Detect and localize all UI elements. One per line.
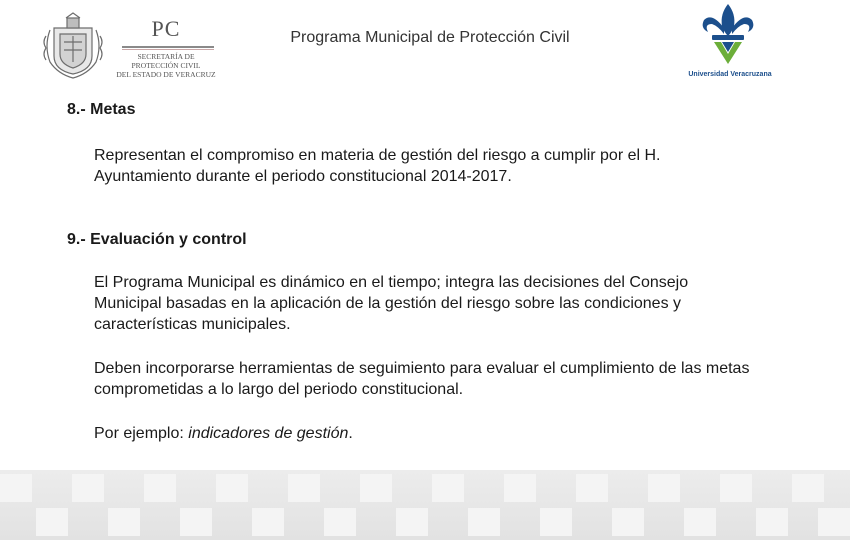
pc-mark: PC — [151, 16, 181, 41]
example-prefix: Por ejemplo: — [94, 425, 189, 442]
footer-tile — [576, 474, 608, 502]
example-emphasis: indicadores de gestión — [188, 425, 349, 442]
logo-universidad-veracruzana — [680, 2, 780, 82]
footer-tile — [396, 508, 428, 536]
footer-tile — [288, 474, 320, 502]
pc-subtitle-line: SECRETARÍA DE — [137, 52, 195, 61]
footer-tile — [324, 508, 356, 536]
footer-tile — [684, 508, 716, 536]
pc-subtitle-line: DEL ESTADO DE VERACRUZ — [116, 70, 216, 79]
pc-subtitle — [112, 52, 220, 79]
footer-tile — [252, 508, 284, 536]
paragraph-ejemplo — [94, 423, 754, 444]
paragraph-programa: El Programa Municipal es dinámico en el tiempo; integra las decisiones del Consejo Municipal basadas en la aplicación de la gestión del riesgo sobre las condiciones y características municipales. — [94, 274, 689, 333]
paragraph-herramientas: Deben incorporarse herramientas de seguimiento para evaluar el cumplimiento de las metas comprometidas a lo largo del periodo constitucional. — [94, 360, 750, 398]
footer-tile — [612, 508, 644, 536]
footer-tile — [108, 508, 140, 536]
footer-tile — [648, 474, 680, 502]
footer-tile — [756, 508, 788, 536]
pc-subtitle-line: PROTECCIÓN CIVIL — [131, 61, 201, 70]
veracruz-coat-of-arms-icon — [40, 12, 106, 80]
header-title: Programa Municipal de Protección Civil — [290, 29, 570, 46]
pc-rule — [122, 46, 214, 48]
fleur-de-lis-icon — [700, 2, 756, 66]
footer-tile — [36, 508, 68, 536]
footer-tile — [0, 474, 32, 502]
footer-tile — [504, 474, 536, 502]
section-heading-metas: 8.- Metas — [67, 101, 136, 118]
pc-rule-accent — [122, 49, 214, 50]
footer-tile — [180, 508, 212, 536]
footer-tile — [216, 474, 248, 502]
footer-tile — [792, 474, 824, 502]
footer-tile — [72, 474, 104, 502]
example-suffix: . — [348, 425, 353, 442]
section-heading-evaluacion: 9.- Evaluación y control — [67, 231, 247, 248]
footer-decorative-band — [0, 470, 850, 540]
footer-tile — [818, 508, 850, 536]
logo-proteccion-civil — [40, 12, 220, 80]
paragraph-metas: Representan el compromiso en materia de gestión del riesgo a cumplir por el H. Ayuntamiento durante el periodo constitucional 2014-2017. — [94, 147, 661, 185]
footer-tile — [144, 474, 176, 502]
footer-tile — [540, 508, 572, 536]
footer-tile — [468, 508, 500, 536]
footer-tile — [432, 474, 464, 502]
university-name: Universidad Veracruzana — [688, 71, 772, 78]
footer-tile — [720, 474, 752, 502]
footer-tile — [360, 474, 392, 502]
pc-wordmark — [112, 16, 220, 80]
